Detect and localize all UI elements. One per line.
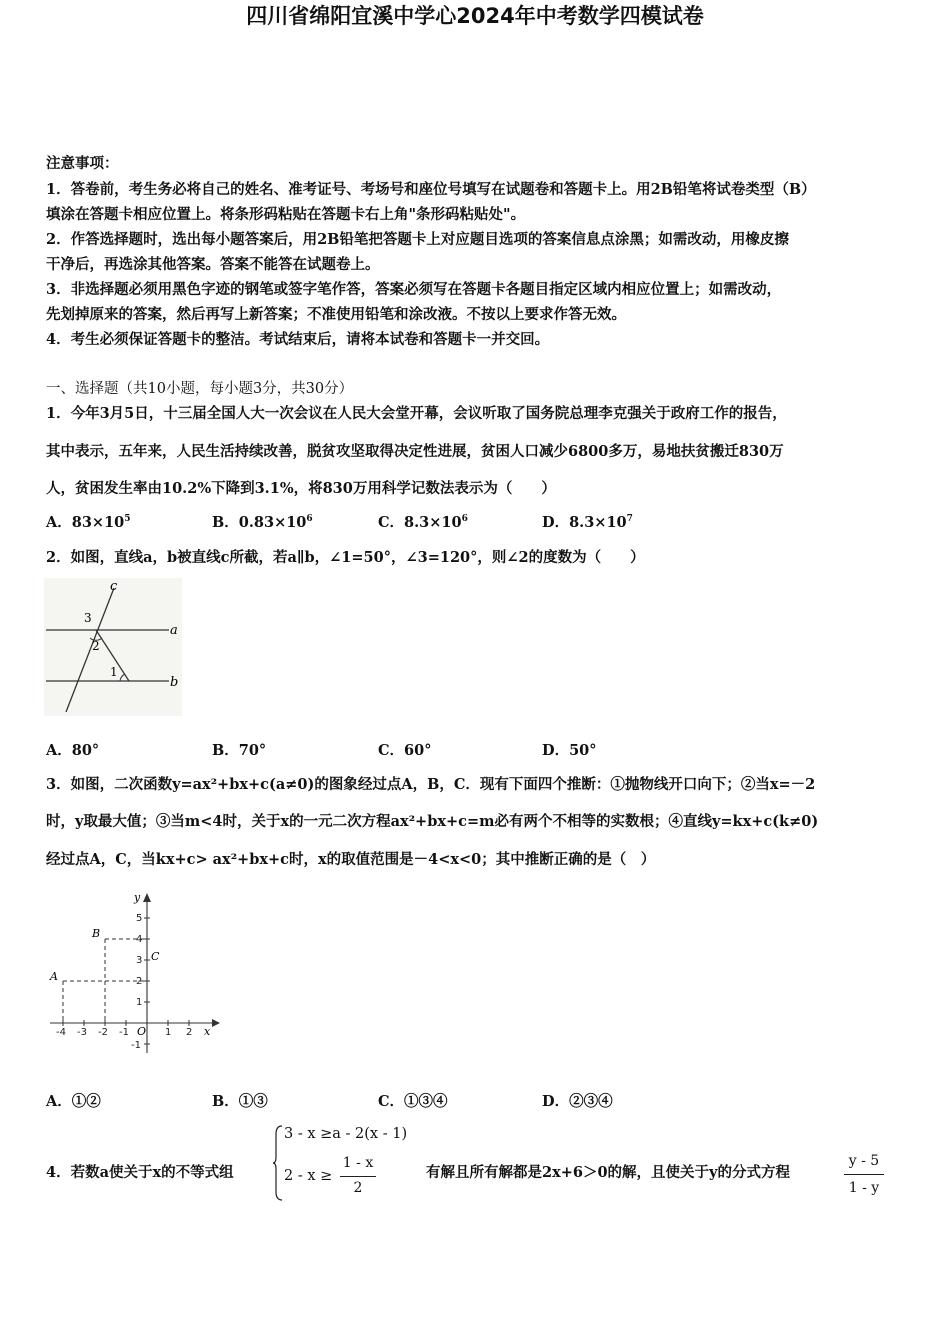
label-angle-2: 2 (92, 639, 100, 653)
label-a: a (170, 623, 178, 638)
y-tick-label: 1 (136, 997, 143, 1008)
q3-line: 经过点A，C，当kx+c> ax²+bx+c时，x的取值范围是－4<x<0；其中推断正确的是（ ） (46, 851, 656, 868)
x-tick-label: -4 (56, 1027, 66, 1038)
inequality-1: 3 - x ≥a - 2(x - 1) (284, 1126, 408, 1142)
point-a-label: A (50, 970, 58, 983)
q3-line: 3．如图，二次函数y=ax²+bx+c(a≠0)的图象经过点A，B，C．现有下面四个推断：①抛物线开口向下；②当x=－2 (46, 776, 816, 793)
q3-option-d[interactable]: D．②③④ (542, 1093, 613, 1110)
q2-option-c[interactable]: C．60° (378, 742, 432, 759)
origin-label: O (137, 1025, 147, 1038)
inequality-2-left: 2 - x ≥ (284, 1168, 333, 1184)
q3-option-c[interactable]: C．①③④ (378, 1093, 448, 1110)
equation-numerator: y - 5 (848, 1153, 880, 1169)
fraction-bar (844, 1174, 884, 1175)
section-heading: 一、选择题（共10小题，每小题3分，共30分） (46, 381, 354, 397)
y-tick-label: 5 (136, 913, 143, 924)
q1-option-d[interactable]: D．$8.3\times 10^7$ (542, 514, 633, 531)
inequality-2-numerator: 1 - x (342, 1155, 374, 1171)
q2-option-a[interactable]: A．80° (46, 742, 100, 759)
page-title: 四川省绵阳宜溪中学心2024年中考数学四模试卷 (246, 4, 704, 28)
q1-option-c[interactable]: C．$8.3\times 10^6$ (378, 514, 468, 531)
x-tick-label: -1 (119, 1027, 129, 1038)
y-tick-label: 4 (136, 934, 143, 945)
system-brace (272, 1124, 284, 1202)
point-b-label: B (92, 927, 101, 940)
notice-line: 先划掉原来的答案，然后再写上新答案；不准使用铅笔和涂改液。不按以上要求作答无效。 (46, 306, 626, 323)
notice-line: 2．作答选择题时，选出每小题答案后，用2B铅笔把答题卡上对应题目选项的答案信息点涂黑；如需改动，用橡皮擦 (46, 231, 789, 248)
q3-option-a[interactable]: A．①② (46, 1093, 101, 1110)
label-angle-1: 1 (110, 665, 118, 679)
label-c: c (110, 579, 118, 594)
notice-heading: 注意事项： (46, 155, 119, 172)
label-angle-3: 3 (84, 611, 92, 625)
x-tick-label: -2 (98, 1027, 108, 1038)
q2-text: 2．如图，直线a，b被直线c所截，若a∥b，∠1=50°，∠3=120°，则∠2的度数为（ ） (46, 549, 645, 566)
inequality-2-denominator: 2 (353, 1180, 363, 1196)
equation-denominator: 1 - y (848, 1180, 880, 1196)
q4-prefix: 4．若数a使关于x的不等式组 (46, 1164, 234, 1181)
q2-figure (44, 578, 184, 718)
point-c-label: C (151, 950, 160, 963)
q1-option-b[interactable]: B．$0.83\times 10^6$ (212, 514, 313, 531)
x-tick-label: 2 (186, 1027, 193, 1038)
q3-figure (44, 888, 224, 1058)
y-tick-label: 2 (136, 976, 143, 987)
q3-option-b[interactable]: B．①③ (212, 1093, 268, 1110)
y-tick-label: 3 (136, 955, 143, 966)
notice-line: 干净后，再选涂其他答案。答案不能答在试题卷上。 (46, 256, 380, 273)
fraction-bar (340, 1176, 376, 1177)
y-tick-label: -1 (131, 1040, 141, 1051)
x-tick-label: -3 (77, 1027, 87, 1038)
notice-line: 4．考生必须保证答题卡的整洁。考试结束后，请将本试卷和答题卡一并交回。 (46, 331, 550, 348)
x-axis-arrow (212, 1019, 220, 1027)
q4-suffix: 有解且所有解都是2x+6＞0的解，且使关于y的分式方程 (426, 1164, 790, 1181)
notice-line: 3．非选择题必须用黑色字迹的钢笔或签字笔作答，答案必须写在答题卡各题目指定区域内相应位置上；如需改动， (46, 281, 782, 298)
x-axis-label: x (204, 1025, 211, 1038)
q1-option-a[interactable]: A．$83\times 10^5$ (46, 514, 131, 531)
y-axis-label: y (134, 891, 141, 904)
guide-lines (63, 939, 147, 1023)
notice-line: 1．答卷前，考生务必将自己的姓名、准考证号、考场号和座位号填写在试题卷和答题卡上。用2B铅笔将试卷类型（B） (46, 181, 816, 198)
y-axis-arrow (143, 893, 151, 902)
q2-option-d[interactable]: D．50° (542, 742, 597, 759)
q1-line: 人，贫困发生率由10.2%下降到3.1%，将830万用科学记数法表示为（ ） (46, 480, 556, 497)
x-tick-label: 1 (165, 1027, 172, 1038)
figure-background (44, 578, 182, 716)
label-b: b (170, 675, 179, 690)
q1-line: 1．今年3月5日，十三届全国人大一次会议在人民大会堂开幕，会议听取了国务院总理李克强关于政府工作的报告， (46, 405, 787, 422)
notice-line: 填涂在答题卡相应位置上。将条形码粘贴在答题卡右上角"条形码粘贴处"。 (46, 206, 526, 223)
q2-option-b[interactable]: B．70° (212, 742, 267, 759)
q3-line: 时，y取最大值；③当m<4时，关于x的一元二次方程ax²+bx+c=m必有两个不相等的实数根；④直线y=kx+c(k≠0) (46, 813, 819, 830)
q1-line: 其中表示，五年来，人民生活持续改善，脱贫攻坚取得决定性进展，贫困人口减少6800多万，易地扶贫搬迁830万 (46, 443, 784, 460)
